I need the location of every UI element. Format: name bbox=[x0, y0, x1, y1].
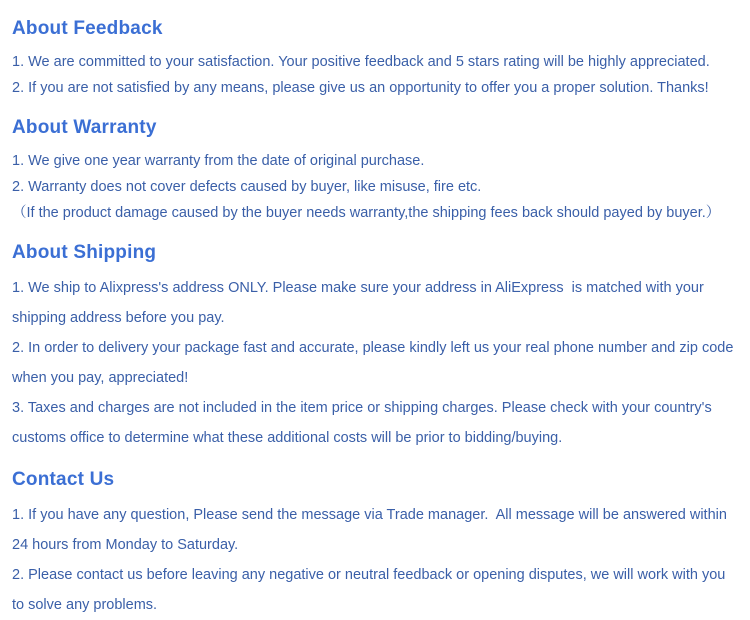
section-title-about-shipping: About Shipping bbox=[12, 242, 157, 263]
section-about-feedback bbox=[10, 18, 740, 101]
section-line: 1. We give one year warranty from the date of original purchase. bbox=[12, 153, 425, 169]
section-line: 2. In order to delivery your package fast and accurate, please kindly left us your real phone number and zip code when you pay, appreciated! bbox=[12, 340, 738, 386]
section-title-contact-us: Contact Us bbox=[12, 469, 115, 490]
section-line: 1. We ship to Alixpress's address ONLY. Please make sure your address in AliExpress is matched with your shipping address before you pay. bbox=[12, 280, 708, 326]
section-about-shipping bbox=[10, 242, 740, 453]
section-line: 1. We are committed to your satisfaction. Your positive feedback and 5 stars rating will be highly appreciated. bbox=[12, 54, 710, 70]
section-line: （If the product damage caused by the buyer needs warranty,the shipping fees back should payed by buyer.） bbox=[12, 205, 721, 221]
section-line: 2. If you are not satisfied by any means, please give us an opportunity to offer you a proper solution. Thanks! bbox=[12, 80, 709, 96]
section-line: 3. Taxes and charges are not included in the item price or shipping charges. Please check with your country's customs office to determine what these additional costs will be prior to bidding/buying. bbox=[12, 400, 716, 446]
section-contact-us bbox=[10, 469, 740, 620]
section-line: 2. Warranty does not cover defects caused by buyer, like misuse, fire etc. bbox=[12, 179, 482, 195]
section-title-about-feedback: About Feedback bbox=[12, 18, 163, 39]
section-title-about-warranty: About Warranty bbox=[12, 117, 157, 138]
section-line: 1. If you have any question, Please send the message via Trade manager. All message will be answered within 24 hours from Monday to Saturday. bbox=[12, 507, 731, 553]
section-line: 2. Please contact us before leaving any negative or neutral feedback or opening disputes, we will work with you to solve any problems. bbox=[12, 567, 730, 613]
section-about-warranty bbox=[10, 117, 740, 226]
